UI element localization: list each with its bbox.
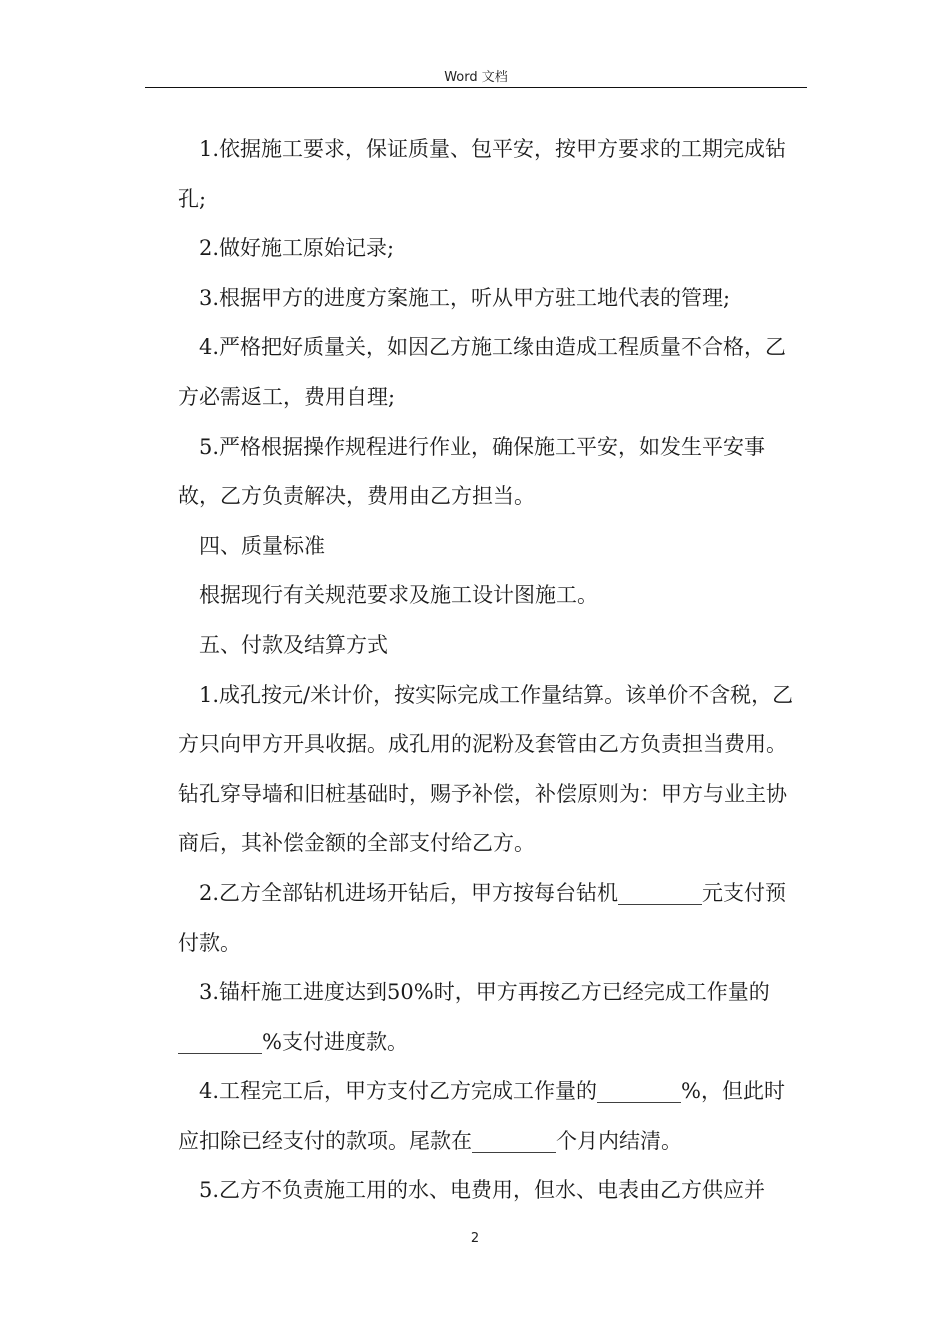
- section-heading-quality: 四、质量标准: [199, 533, 325, 558]
- paragraph-3: 3.根据甲方的进度方案施工，听从甲方驻工地代表的管理;: [199, 285, 731, 310]
- paragraph-1: 1.依据施工要求，保证质量、包平安，按甲方要求的工期完成钻孔;: [178, 137, 787, 211]
- section-heading-payment: 五、付款及结算方式: [199, 632, 388, 657]
- page-header: Word 文档: [444, 70, 508, 85]
- paragraph-payment-4: 4.工程完工后，甲方支付乙方完成工作量的________%，但此时应扣除已经支付的款项。尾款在________个月内结清。: [178, 1079, 785, 1153]
- paragraph-5: 5.严格根据操作规程进行作业，确保施工平安，如发生平安事故，乙方负责解决，费用由乙方担当。: [178, 434, 766, 509]
- paragraph-payment-3: 3.锚杆施工进度达到50%时，甲方再按乙方已经完成工作量的________%支付进度款。: [178, 980, 770, 1054]
- paragraph-payment-2: 2.乙方全部钻机进场开钻后，甲方按每台钻机________元支付预付款。: [178, 880, 787, 955]
- document-body: [178, 125, 803, 1216]
- paragraph-quality: 根据现行有关规范要求及施工设计图施工。: [199, 583, 598, 608]
- paragraph-4: 4.严格把好质量关，如因乙方施工缘由造成工程质量不合格，乙方必需返工，费用自理;: [178, 335, 787, 409]
- header-divider: [145, 87, 807, 88]
- page-number: 2: [470, 1231, 480, 1246]
- paragraph-payment-5: 5.乙方不负责施工用的水、电费用，但水、电表由乙方供应并: [199, 1178, 766, 1203]
- paragraph-2: 2.做好施工原始记录;: [199, 236, 395, 261]
- paragraph-payment-1: 1.成孔按元/米计价，按实际完成工作量结算。该单价不含税，乙方只向甲方开具收据。成孔用的泥粉及套管由乙方负责担当费用。钻孔穿导墙和旧桩基础时，赐予补偿，补偿原则为：甲方与业主协商后，其补偿金额的全部支付给乙方。: [178, 682, 794, 856]
